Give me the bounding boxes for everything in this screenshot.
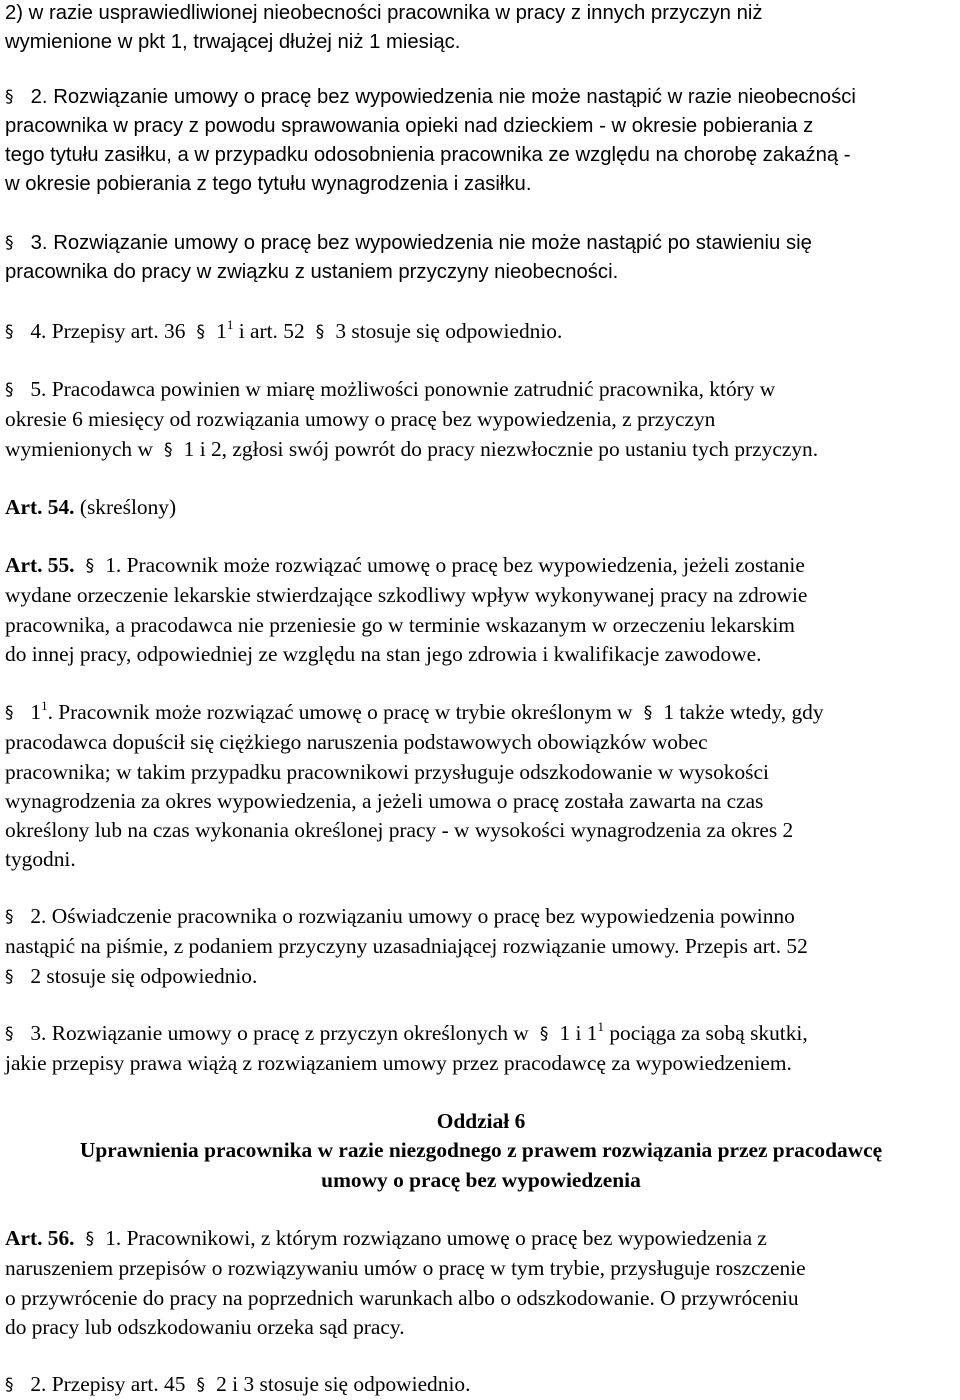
- text-run: 1 i 1: [559, 1021, 598, 1045]
- article-label: Art. 54.: [5, 495, 75, 519]
- section-symbol: §: [164, 439, 173, 460]
- paragraph-number: 1.: [105, 553, 122, 577]
- text-run: 4. Przepisy art. 36: [30, 319, 186, 343]
- text-run: 2. Przepisy art. 45: [30, 1372, 186, 1396]
- text-line: Pracownikowi, z którym rozwiązano umowę o pracę bez wypowiedzenia z: [126, 1226, 767, 1250]
- article-56-2: [5, 1370, 470, 1400]
- text-line: tego tytułu zasiłku, a w przypadku odosobnienia pracownika ze względu na chorobę zakaźną -: [5, 144, 851, 166]
- paragraph-number: 3.: [30, 232, 48, 254]
- paragraph-number: 5.: [30, 377, 47, 401]
- paragraph-number: 1.: [105, 1226, 122, 1250]
- section-symbol: §: [315, 322, 325, 342]
- section-symbol: §: [5, 380, 14, 400]
- paragraph-number: 2.: [30, 904, 47, 928]
- division-title: Oddział 6: [436, 1109, 526, 1133]
- text-run: Rozwiązanie umowy o pracę z przyczyn określonych w: [51, 1021, 529, 1045]
- text-line: wynagrodzenia za okres wypowiedzenia, a jeżeli umowa o pracę została zawarta na czas: [5, 788, 764, 813]
- paragraph-53-5: [5, 375, 818, 465]
- article-55-1: [5, 551, 807, 669]
- text-run: i art. 52: [238, 319, 305, 343]
- text-line: wydane orzeczenie lekarskie stwierdzające szkodliwy wpływ wykonywanej pracy na zdrowie: [5, 583, 808, 608]
- division-heading: [5, 1107, 957, 1195]
- section-symbol: §: [5, 87, 14, 107]
- text-line: pracownika w pracy z powodu sprawowania opieki nad dzieckiem - w okresie pobierania z: [5, 115, 814, 137]
- text-run: pociąga za sobą skutki,: [609, 1021, 808, 1045]
- text-line: pracodawca dopuścił się ciężkiego naruszenia podstawowych obowiązków wobec: [5, 730, 708, 755]
- article-55-1-1: [5, 698, 824, 875]
- text-line: pracownika, a pracodawca nie przeniesie go w terminie wskazanym w orzeczeniu lekarskim: [5, 612, 795, 637]
- text-line: pracownika do pracy w związku z ustaniem przyczyny nieobecności.: [5, 261, 619, 283]
- section-symbol: §: [643, 703, 653, 723]
- text-line: naruszeniem przepisów o rozwiązywaniu umów o pracę w tym trybie, przysługuje roszczenie: [5, 1256, 806, 1281]
- paragraph-53-4: [5, 317, 562, 347]
- text-line: 2) w razie usprawiedliwionej nieobecności pracownika w pracy z innych przyczyn niż: [5, 2, 763, 24]
- text-line: tygodni.: [5, 847, 76, 872]
- section-symbol: §: [196, 1375, 206, 1395]
- article-56-1: [5, 1224, 806, 1342]
- superscript: 1: [226, 317, 234, 332]
- section-symbol: §: [5, 703, 14, 723]
- text-run: 1: [216, 319, 227, 343]
- section-symbol: §: [5, 1375, 14, 1395]
- text-run: 1 i 2, zgłosi swój powrót do pracy niezwłocznie po ustaniu tych przyczyn.: [183, 436, 819, 461]
- text-line: o przywrócenie do pracy na poprzednich warunkach albo o odszkodowanie. O przywróceniu: [5, 1285, 799, 1310]
- article-55-2: [5, 902, 808, 992]
- section-symbol: §: [5, 1024, 14, 1044]
- section-symbol: §: [85, 1229, 95, 1249]
- text-run: 2 i 3 stosuje się odpowiednio.: [216, 1372, 471, 1396]
- text-line: Rozwiązanie umowy o pracę bez wypowiedzenia nie może nastąpić w razie nieobecności: [53, 86, 856, 108]
- paragraph-number: 2.: [30, 86, 48, 108]
- section-symbol: §: [5, 322, 14, 342]
- text-run: wymienionych w: [5, 436, 153, 461]
- section-symbol: §: [85, 556, 95, 576]
- paragraph-53-2: [5, 83, 856, 199]
- text-line: okresie 6 miesięcy od rozwiązania umowy o pracę bez wypowiedzenia, z przyczyn: [5, 407, 716, 432]
- text-run: 3 stosuje się odpowiednio.: [335, 319, 563, 343]
- section-symbol: §: [5, 966, 14, 987]
- text-line: nastąpić na piśmie, z podaniem przyczyny uzasadniającej rozwiązanie umowy. Przepis art. 52: [5, 934, 808, 959]
- division-subtitle-line: umowy o pracę bez wypowiedzenia: [321, 1167, 641, 1192]
- text-run: (skreślony): [79, 495, 177, 519]
- division-subtitle-line: Uprawnienia pracownika w razie niezgodnego z prawem rozwiązania przez pracodawcę: [79, 1138, 883, 1163]
- text-line: jakie przepisy prawa wiążą z rozwiązaniem umowy przez pracodawcę za wypowiedzeniem.: [5, 1051, 792, 1076]
- article-label: Art. 56.: [5, 1226, 75, 1250]
- text-line: w okresie pobierania z tego tytułu wynagrodzenia i zasiłku.: [5, 173, 532, 195]
- text-run: 1 także wtedy, gdy: [663, 700, 824, 724]
- paragraph-number: 3.: [30, 1021, 47, 1045]
- superscript: 1: [41, 698, 48, 713]
- paragraph-2-2-item: [5, 0, 763, 57]
- text-run: . Pracownik może rozwiązać umowę o pracę w trybie określonym w: [47, 700, 633, 724]
- text-line: Rozwiązanie umowy o pracę bez wypowiedzenia nie może nastąpić po stawieniu się: [53, 232, 812, 254]
- section-symbol: §: [196, 322, 206, 342]
- superscript: 1: [597, 1019, 604, 1034]
- paragraph-number: 1: [30, 700, 42, 724]
- text-run: 2 stosuje się odpowiednio.: [30, 963, 258, 988]
- article-54: [5, 493, 176, 522]
- text-line: do pracy lub odszkodowaniu orzeka sąd pracy.: [5, 1314, 405, 1339]
- text-line: Oświadczenie pracownika o rozwiązaniu umowy o pracę bez wypowiedzenia powinno: [51, 904, 795, 928]
- text-line: określony lub na czas wykonania określonej pracy - w wysokości wynagrodzenia za okres 2: [5, 818, 794, 843]
- section-symbol: §: [539, 1024, 549, 1044]
- text-line: pracownika; w takim przypadku pracownikowi przysługuje odszkodowanie w wysokości: [5, 759, 769, 784]
- article-55-3: [5, 1019, 808, 1079]
- text-line: do innej pracy, odpowiedniej ze względu na stan jego zdrowia i kwalifikacje zawodowe.: [5, 641, 762, 666]
- text-line: Pracodawca powinien w miarę możliwości ponownie zatrudnić pracownika, który w: [51, 377, 776, 401]
- text-line: Pracownik może rozwiązać umowę o pracę bez wypowiedzenia, jeżeli zostanie: [126, 553, 805, 577]
- section-symbol: §: [5, 233, 14, 253]
- paragraph-53-3: [5, 229, 812, 287]
- section-symbol: §: [5, 907, 14, 927]
- text-line: wymienione w pkt 1, trwającej dłużej niż 1 miesiąc.: [5, 31, 461, 53]
- article-label: Art. 55.: [5, 553, 75, 577]
